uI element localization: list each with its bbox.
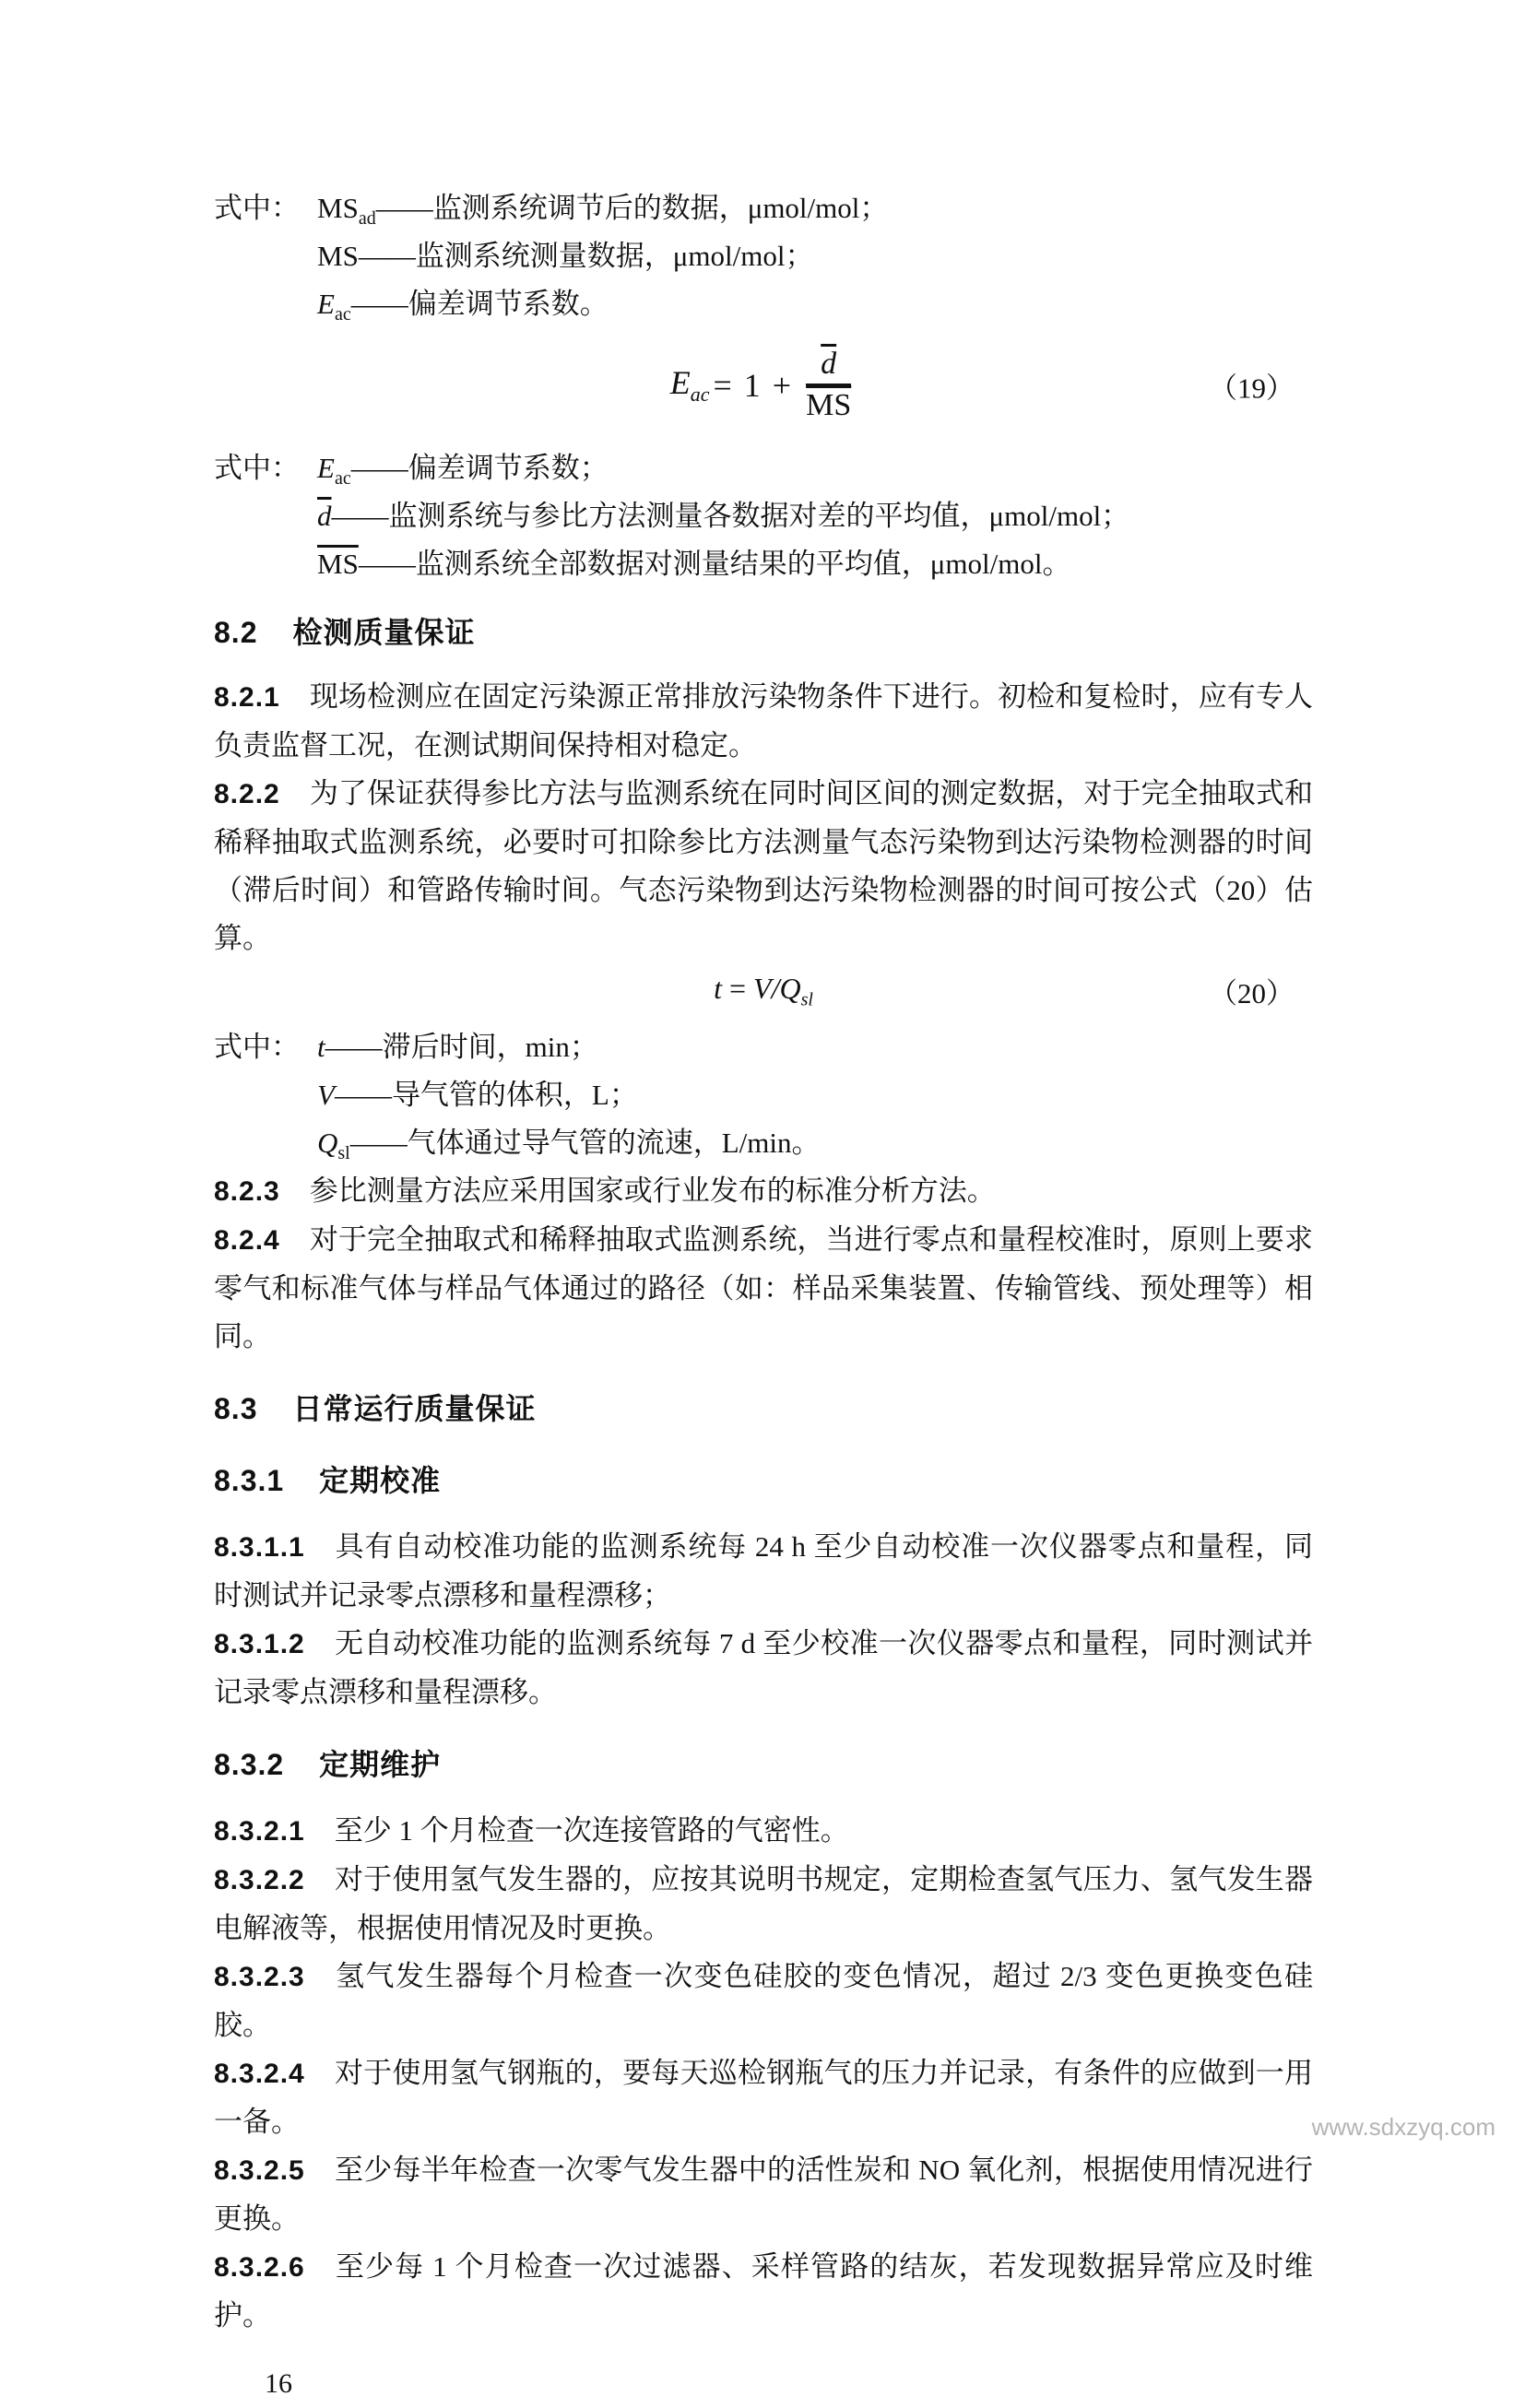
clause-text: 氢气发生器每个月检查一次变色硅胶的变色情况，超过 2/3 变色更换变色硅胶。: [214, 1960, 1313, 2042]
where-label: 式中：: [214, 192, 300, 224]
subscript: ac: [334, 304, 351, 325]
page-number: 16: [265, 2368, 292, 2400]
section-title: 定期维护: [319, 1748, 442, 1782]
clause-text: 参比测量方法应采用国家或行业发布的标准分析方法。: [309, 1174, 996, 1208]
section-title: 日常运行质量保证: [292, 1392, 537, 1426]
definition-line: [214, 1119, 1313, 1167]
clause-text: 为了保证获得参比方法与监测系统在同时间区间的测定数据，对于完全抽取式和稀释抽取式监测系统，必要时可扣除参比方法测量气态污染物到达污染物检测器的时间（滞后时间）和管路传输时间。气态污染物到达污染物检测器的时间可按公式（20）估算。: [214, 777, 1313, 954]
clause-number: 8.3.2.6: [214, 2252, 305, 2284]
clause-text: 至少每 1 个月检查一次过滤器、采样管路的结灰，若发现数据异常应及时维护。: [214, 2250, 1313, 2332]
symbol-d-bar: $\overline{d}$: [317, 500, 332, 532]
clause-number: 8.2.1: [214, 682, 280, 713]
clause-8-3-2-4: [214, 2049, 1313, 2146]
subscript: sl: [337, 1143, 350, 1164]
clause-number: 8.3.1.1: [214, 1532, 305, 1564]
section-title: 检测质量保证: [292, 616, 476, 649]
section-number: 8.3.1: [214, 1464, 285, 1498]
clause-8-2-3: [214, 1167, 1313, 1216]
clause-8-3-2-2: [214, 1856, 1313, 1953]
subscript: sl: [800, 989, 813, 1010]
formula-lhs: $E_{ac}$: [669, 364, 710, 407]
definition-line: [214, 184, 1313, 232]
section-heading-8-3-2: [214, 1741, 1313, 1788]
definition-line: [214, 444, 1313, 492]
definition-line: [214, 540, 1313, 588]
clause-text: 至少每半年检查一次零气发生器中的活性炭和 NO 氧化剂，根据使用情况进行更换。: [214, 2154, 1313, 2236]
where-label: 式中：: [214, 1031, 300, 1064]
definition-text: ——监测系统测量数据，μmol/mol；: [358, 240, 814, 272]
clause-8-3-1-2: [214, 1620, 1313, 1717]
definition-line: [214, 232, 1313, 280]
clause-number: 8.3.2.2: [214, 1865, 305, 1896]
clause-text: 对于使用氢气钢瓶的，要每天巡检钢瓶气的压力并记录，有条件的应做到一用一备。: [214, 2057, 1313, 2139]
clause-text: 无自动校准功能的监测系统每 7 d 至少校准一次仪器零点和量程，同时测试并记录零点漂移和量程漂移。: [214, 1627, 1313, 1709]
clause-8-2-1: [214, 673, 1313, 770]
section-number: 8.3.2: [214, 1748, 285, 1782]
clause-8-3-2-3: [214, 1953, 1313, 2049]
definition-text: ——滞后时间，min；: [325, 1031, 598, 1064]
clause-8-3-2-6: [214, 2243, 1313, 2340]
eq19-definitions-above: [214, 184, 1313, 328]
clause-8-2-2: [214, 770, 1313, 962]
formula-19: [214, 334, 1313, 437]
formula-operator: = 1 +: [713, 366, 794, 404]
clause-text: 现场检测应在固定污染源正常排放污染物条件下进行。初检和复检时，应有专人负责监督工况，在测试期间保持相对稳定。: [214, 680, 1313, 761]
clause-number: 8.3.2.5: [214, 2155, 305, 2187]
clause-text: 具有自动校准功能的监测系统每 24 h 至少自动校准一次仪器零点和量程，同时测试并记录零点漂移和量程漂移；: [214, 1530, 1313, 1612]
equation-number: （20）: [1209, 977, 1294, 1010]
definition-text: ——导气管的体积，L；: [334, 1079, 638, 1112]
definition-line: [214, 1023, 1313, 1071]
clause-number: 8.3.2.4: [214, 2059, 305, 2090]
definition-line: [214, 1071, 1313, 1119]
clause-8-3-1-1: [214, 1523, 1313, 1620]
clause-number: 8.2.2: [214, 779, 280, 809]
definition-text: ——监测系统与参比方法测量各数据对差的平均值，μmol/mol；: [331, 500, 1130, 532]
formula-20-expression: $t = V/Q_{sl}$: [714, 972, 813, 1010]
symbol-ms-bar: $\overline{MS}$: [317, 548, 359, 580]
clause-number: 8.2.3: [214, 1176, 280, 1208]
formula-operator: =: [728, 972, 747, 1005]
symbol-ms: MS: [317, 240, 359, 272]
fraction-denominator: MS: [806, 388, 852, 423]
document-content: [214, 184, 1313, 2408]
clause-number: 8.2.4: [214, 1225, 280, 1257]
symbol-t: t: [317, 1031, 325, 1064]
clause-number: 8.3.2.1: [214, 1816, 305, 1847]
clause-text: 至少 1 个月检查一次连接管路的气密性。: [334, 1814, 849, 1847]
watermark-text: www.sdxzyq.com: [1311, 2113, 1495, 2141]
clause-text: 对于使用氢气发生器的，应按其说明书规定，定期检查氢气压力、氢气发生器电解液等，根据使用情况及时更换。: [214, 1863, 1313, 1945]
formula-19-expression: [670, 346, 857, 425]
definition-text: ——监测系统全部数据对测量结果的平均值，μmol/mol。: [358, 548, 1071, 580]
symbol-e-ac: $E_{ac}$: [317, 452, 351, 490]
symbol-q-sl: $Q_{sl}$: [317, 1127, 350, 1164]
definition-text: ——偏差调节系数；: [350, 452, 609, 484]
fraction-numerator: $\overline{d}$: [806, 346, 851, 385]
fraction: [800, 346, 857, 425]
symbol-ms-ad: $MS_{ad}$: [317, 192, 376, 230]
clause-8-2-4: [214, 1216, 1313, 1361]
definition-text: ——气体通过导气管的流速，L/min。: [349, 1127, 821, 1160]
section-heading-8-2: [214, 608, 1313, 656]
section-number: 8.2: [214, 616, 258, 649]
eq19-definitions-below: [214, 444, 1313, 588]
definition-text: ——监测系统调节后的数据，μmol/mol；: [375, 192, 889, 224]
subscript: ac: [334, 468, 351, 490]
subscript: ad: [358, 208, 376, 230]
subscript: ac: [690, 383, 710, 407]
section-heading-8-3: [214, 1385, 1313, 1433]
clause-text: 对于完全抽取式和稀释抽取式监测系统，当进行零点和量程校准时，原则上要求零气和标准气体与样品气体通过的路径（如：样品采集装置、传输管线、预处理等）相同。: [214, 1223, 1313, 1353]
equation-number: （19）: [1209, 372, 1294, 405]
definition-line: [214, 492, 1313, 540]
eq20-definitions: [214, 1023, 1313, 1167]
clause-8-3-2-1: [214, 1807, 1313, 1856]
symbol-e-ac: $E_{ac}$: [317, 288, 351, 325]
definition-text: ——偏差调节系数。: [350, 288, 609, 320]
symbol-v: V: [317, 1079, 335, 1112]
section-title: 定期校准: [319, 1464, 442, 1498]
section-number: 8.3: [214, 1392, 258, 1426]
clause-number: 8.3.1.2: [214, 1629, 305, 1660]
section-heading-8-3-1: [214, 1457, 1313, 1505]
where-label: 式中：: [214, 452, 300, 484]
definition-line: [214, 280, 1313, 328]
formula-20: [214, 964, 1313, 1023]
clause-8-3-2-5: [214, 2146, 1313, 2243]
clause-number: 8.3.2.3: [214, 1962, 305, 1993]
